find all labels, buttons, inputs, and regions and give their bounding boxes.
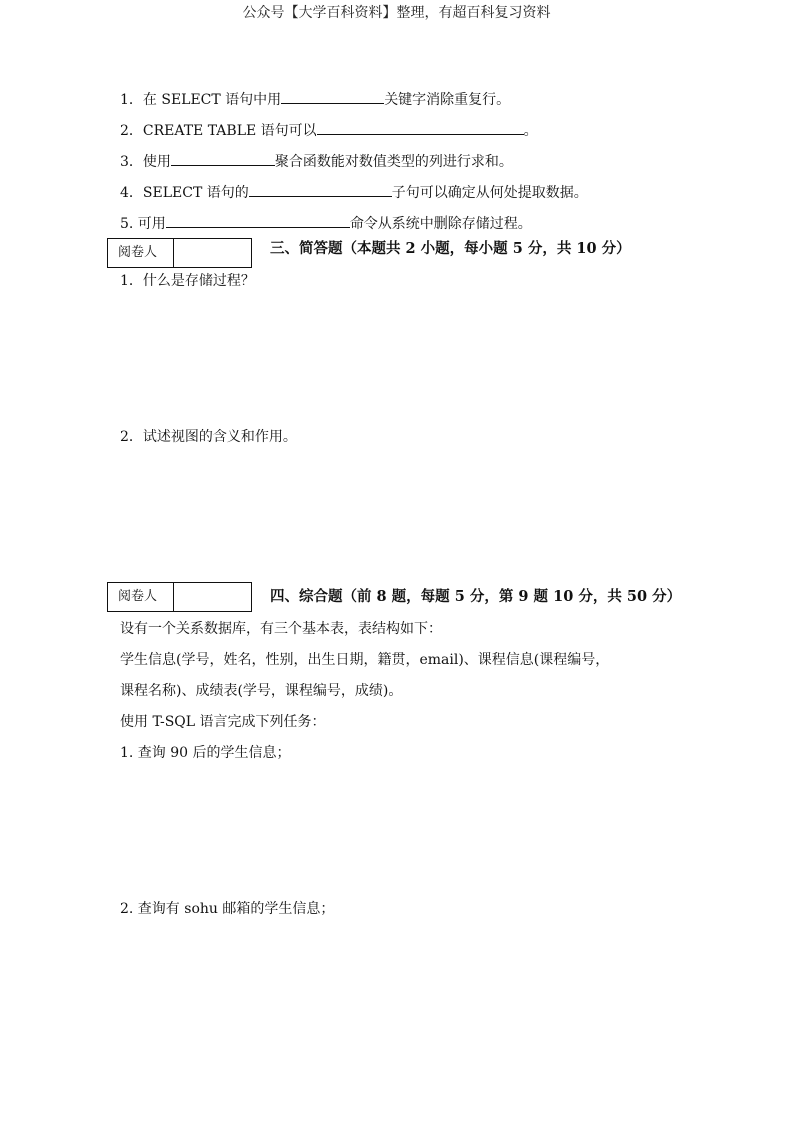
question-text: 3．使用	[120, 154, 171, 170]
question-text: 4．SELECT 语句的	[120, 185, 249, 201]
grader-label: 阅卷人	[108, 239, 174, 267]
grader-box	[107, 238, 252, 268]
question-text: 聚合函数能对数值类型的列进行求和。	[274, 154, 513, 170]
question-text: 2．CREATE TABLE 语句可以	[120, 123, 317, 139]
answer-blank	[317, 120, 524, 135]
section-title: 四、综合题（前 8 题，每题 5 分，第 9 题 10 分，共 50 分）	[270, 588, 682, 605]
fill-blank-question-1	[120, 89, 510, 110]
fill-blank-question-5	[120, 213, 532, 234]
fill-blank-question-2	[120, 120, 538, 141]
answer-blank	[171, 151, 275, 166]
question-text: 命令从系统中删除存储过程。	[349, 216, 532, 232]
short-answer-question-1: 1．什么是存储过程？	[120, 273, 255, 289]
answer-blank	[281, 89, 384, 104]
section-title: 三、简答题（本题共 2 小题，每小题 5 分，共 10 分）	[270, 240, 631, 257]
answer-blank	[249, 182, 392, 197]
fill-blank-question-4	[120, 182, 588, 203]
short-answer-question-2: 2．试述视图的含义和作用。	[120, 429, 297, 445]
question-text: 关键字消除重复行。	[384, 92, 511, 108]
question-text: 5. 可用	[120, 216, 166, 232]
grader-score-cell	[174, 583, 251, 611]
answer-blank	[166, 213, 350, 228]
intro-text: 设有一个关系数据库，有三个基本表，表结构如下：	[120, 621, 442, 637]
intro-text: 课程名称)、成绩表(学号，课程编号，成绩)。	[120, 683, 403, 699]
task-question-2: 2. 查询有 sohu 邮箱的学生信息；	[120, 901, 335, 917]
intro-text: 使用 T-SQL 语言完成下列任务：	[120, 714, 326, 730]
question-text: 子句可以确定从何处提取数据。	[391, 185, 588, 201]
grader-box	[107, 582, 252, 612]
grader-score-cell	[174, 239, 251, 267]
page-header: 公众号【大学百科资料】整理，有超百科复习资料	[242, 5, 551, 21]
task-question-1: 1. 查询 90 后的学生信息；	[120, 745, 291, 761]
question-text: 1．在 SELECT 语句中用	[120, 92, 282, 108]
grader-label: 阅卷人	[108, 583, 174, 611]
question-text: 。	[523, 123, 538, 139]
intro-text: 学生信息(学号，姓名，性别，出生日期，籍贯，email)、课程信息(课程编号，	[120, 652, 610, 668]
fill-blank-question-3	[120, 151, 513, 172]
